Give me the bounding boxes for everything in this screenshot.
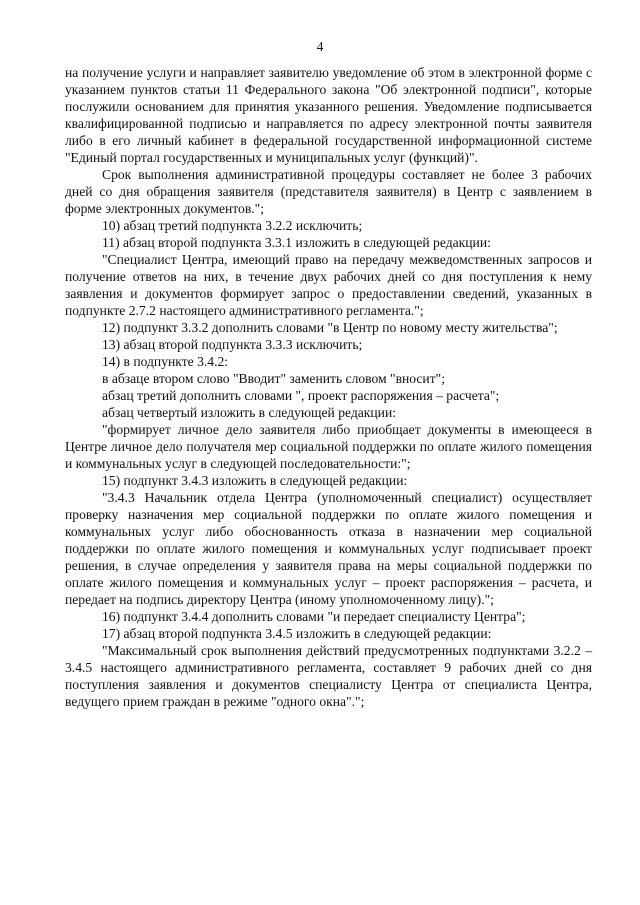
paragraph: 10) абзац третий подпункта 3.2.2 исключить; xyxy=(102,218,363,233)
paragraph: 14) в подпункте 3.4.2: xyxy=(102,354,229,369)
paragraph: 17) абзац второй подпункта 3.4.5 изложить в следующей редакции: xyxy=(102,626,492,641)
paragraph: в абзаце втором слово "Вводит" заменить словом "вносит"; xyxy=(102,371,445,386)
paragraph: 12) подпункт 3.3.2 дополнить словами "в Центр по новому месту жительства"; xyxy=(102,320,558,335)
paragraph: абзац четвертый изложить в следующей редакции: xyxy=(102,405,397,420)
paragraph: "Специалист Центра, имеющий право на передачу межведомственных запросов и получение ответов на них, в течение двух рабочих дней со дня поступления к нему заявления и документов формирует запрос о предоставлении сведений, указанных в подпункте 2.7.2 настоящего административного регламента."; xyxy=(65,252,592,318)
paragraph: "Максимальный срок выполнения действий предусмотренных подпунктами 3.2.2 – 3.4.5 настоящего административного регламента, составляет 9 рабочих дней со дня поступления заявления и документов специалисту Центра от специалиста Центра, ведущего прием граждан в режиме "одного окна"."; xyxy=(65,643,592,709)
paragraph: на получение услуги и направляет заявителю уведомление об этом в электронной форме с указанием пунктов статьи 11 Федерального закона "Об электронной подписи", которые послужили основанием для принятия указанного решения. Уведомление подписывается квалифицированной подписью и направляется по адресу электронной почты заявителя либо в его личный кабинет в федеральной государственной информационной системе "Единый портал государственных и муниципальных услуг (функций)". xyxy=(65,65,592,165)
paragraph: 15) подпункт 3.4.3 изложить в следующей редакции: xyxy=(102,473,408,488)
paragraph: 16) подпункт 3.4.4 дополнить словами "и передает специалисту Центра"; xyxy=(102,609,526,624)
paragraph: 11) абзац второй подпункта 3.3.1 изложить в следующей редакции: xyxy=(102,235,491,250)
paragraph: 13) абзац второй подпункта 3.3.3 исключить; xyxy=(102,337,363,352)
paragraph: Срок выполнения административной процедуры составляет не более 3 рабочих дней со дня обращения заявителя (представителя заявителя) в Центр с заявлением в форме электронных документов."; xyxy=(65,167,592,216)
page-number: 4 xyxy=(316,39,324,54)
paragraph: абзац третий дополнить словами ", проект распоряжения – расчета"; xyxy=(102,388,500,403)
paragraph: "3.4.3 Начальник отдела Центра (уполномоченный специалист) осуществляет проверку назначения мер социальной поддержки по оплате жилого помещения и коммунальных услуг либо обоснованность отказа в назначении мер социальной поддержки по оплате жилого помещения и коммунальных услуг подписывает проект решения, в случае определения у заявителя права на меры социальной поддержки по оплате жилого помещения и коммунальных услуг – проект распоряжения – расчета, и передает на подпись директору Центра (иному уполномоченному лицу)."; xyxy=(65,490,592,607)
paragraph: "формирует личное дело заявителя либо приобщает документы в имеющееся в Центре личное дело получателя мер социальной поддержки по оплате жилого помещения и коммунальных услуг в следующей последовательности:"; xyxy=(65,422,592,471)
document-body xyxy=(65,64,592,710)
